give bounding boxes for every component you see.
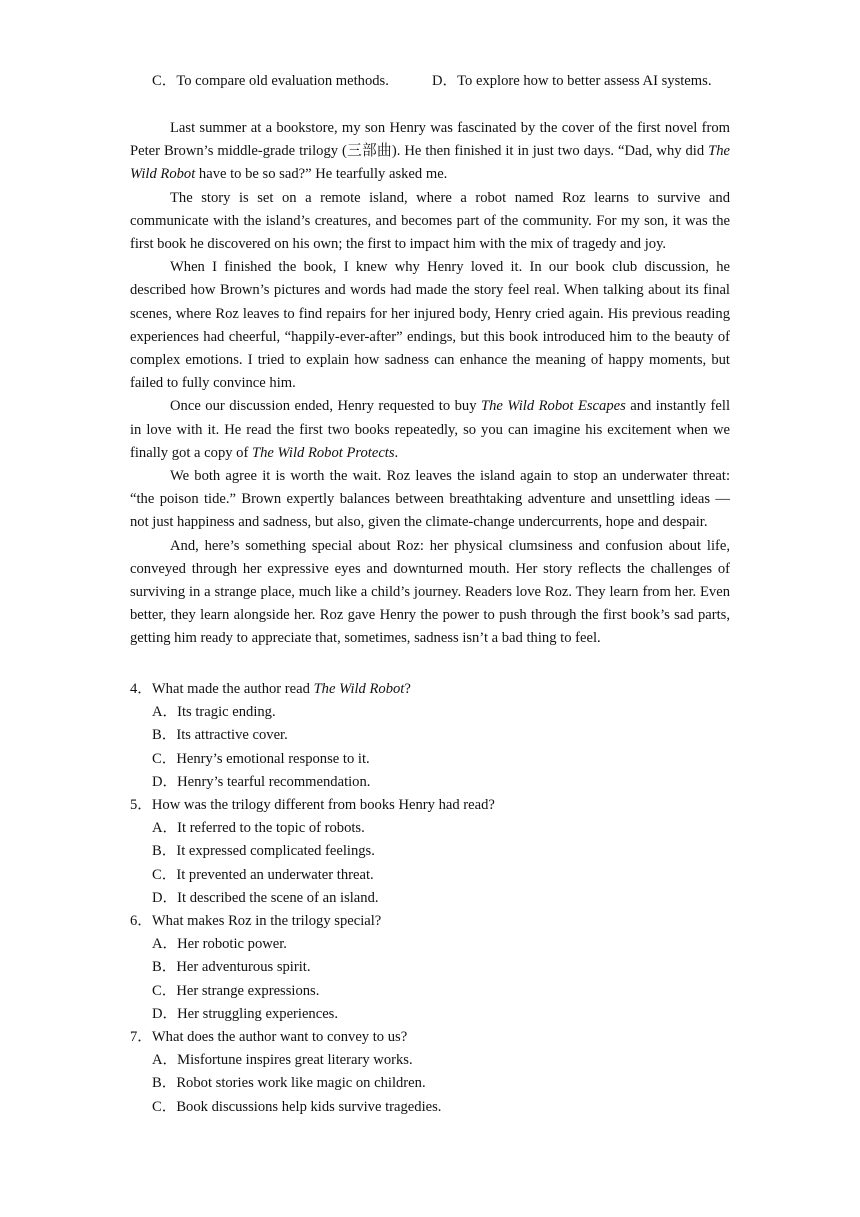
paragraph: Once our discussion ended, Henry requested to buy The Wild Robot Escapes and instantly fell in love with it. He read the first two books repeatedly, so you can imagine his excitement when we finally got a copy of The Wild Robot Protects. (130, 398, 730, 461)
question-6 (130, 910, 730, 1026)
question-stem: 7．What does the author want to convey to us? (130, 1029, 408, 1046)
question-stem: 5．How was the trilogy different from books Henry had read? (130, 797, 495, 814)
option-c: C．To compare old evaluation methods. (152, 73, 389, 89)
answer-option: B．Robot stories work like magic on children. (152, 1075, 426, 1092)
answer-option: B．Its attractive cover. (152, 727, 288, 744)
paragraph: The story is set on a remote island, where a robot named Roz learns to survive and communicate with the island’s creatures, and becomes part of the community. For my son, it was the first book he discovered on his own; the first to impact him with the mix of tragedy and joy. (130, 189, 730, 253)
question-stem: 4．What made the author read The Wild Robot? (130, 681, 411, 697)
paragraph: When I finished the book, I knew why Henry loved it. In our book club discussion, he described how Brown’s pictures and words had made the story feel real. When talking about its final scenes, where Roz leaves to find repairs for her injured body, Henry cried again. His previous reading experiences had cheerful, “happily-ever-after” endings, but this book introduced him to the beauty of complex emotions. I tried to explain how sadness can enhance the meaning of happy moments, but failed to fully convince him. (130, 259, 730, 392)
answer-option: C．It prevented an underwater threat. (152, 866, 374, 883)
reading-passage (130, 117, 730, 651)
answer-option: D．Her struggling experiences. (152, 1005, 339, 1022)
answer-option: D．It described the scene of an island. (152, 889, 379, 906)
paragraph: We both agree it is worth the wait. Roz leaves the island again to stop an underwater threat: “the poison tide.” Brown expertly balances between breathtaking adventure and unsettling ideas — not just happiness and sadness, but also, given the climate-change undercurrents, hope and despair. (130, 468, 730, 531)
answer-option: C．Book discussions help kids survive tragedies. (152, 1098, 442, 1115)
question-7 (130, 1026, 730, 1119)
previous-question-options (152, 71, 711, 91)
answer-option: A．It referred to the topic of robots. (152, 820, 365, 837)
answer-option: A．Its tragic ending. (152, 704, 276, 721)
answer-option: B．It expressed complicated feelings. (152, 843, 375, 860)
answer-option: A．Her robotic power. (152, 936, 287, 953)
question-stem: 6．What makes Roz in the trilogy special? (130, 913, 382, 930)
paragraph: Last summer at a bookstore, my son Henry was fascinated by the cover of the first novel from Peter Brown’s middle-grade trilogy (三部曲). He then finished it in just two days. “Dad, why did The Wild Robot have to be so sad?” He tearfully asked me. (130, 120, 730, 183)
answer-option: C．Her strange expressions. (152, 982, 320, 999)
answer-option: B．Her adventurous spirit. (152, 959, 311, 976)
answer-option: C．Henry’s emotional response to it. (152, 750, 370, 767)
paragraph: And, here’s something special about Roz: her physical clumsiness and confusion about life, conveyed through her expressive eyes and downturned mouth. Her story reflects the challenges of surviving in a strange place, much like a child’s journey. Readers love Roz. They learn from her. Even better, they learn alongside her. Roz gave Henry the power to push through the first book’s sad parts, getting him ready to appreciate that, sometimes, sadness isn’t a bad thing to feel. (130, 537, 730, 647)
answer-option: A．Misfortune inspires great literary works. (152, 1052, 413, 1069)
answer-option: D．Henry’s tearful recommendation. (152, 773, 371, 790)
option-d: D．To explore how to better assess AI systems. (432, 73, 712, 89)
question-5 (130, 794, 730, 910)
question-list (130, 678, 730, 1119)
question-4 (130, 678, 730, 794)
